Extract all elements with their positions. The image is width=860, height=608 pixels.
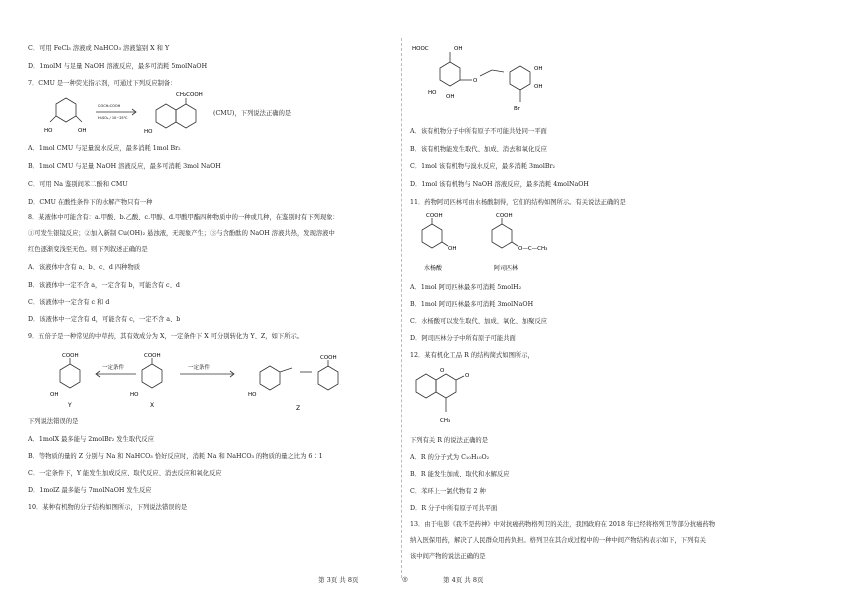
q11-stem: 11．药物阿司匹林可由水杨酸制得，它们的结构如图所示。有关说法正确的是 bbox=[410, 199, 626, 206]
z-ho-label: HO bbox=[248, 392, 257, 398]
q8-stem-2: ①可发生银镜反应；②加入新制 Cu(OH)₂ 悬浊液，无现象产生；③与含酚酞的 NaOH 溶液共热，发现溶液中 bbox=[28, 230, 335, 237]
q10-oh-label-1: OH bbox=[454, 46, 463, 52]
q10-oh-label-2: OH bbox=[446, 94, 455, 100]
cmu-reaction-figure bbox=[36, 90, 236, 136]
q6-option-d: D．1molM 与足量 NaOH 溶液反应，最多可消耗 5molNaOH bbox=[28, 63, 208, 70]
resorcinol-ho-label: HO bbox=[44, 128, 53, 134]
q10-ester-o: O bbox=[473, 78, 478, 84]
q10-oh-label-3: OH bbox=[534, 66, 543, 72]
q7-option-a: A．1mol CMU 与足量溴水反应，最多消耗 1mol Br₂ bbox=[28, 145, 181, 152]
q8-stem-3: 红色逐渐变浅至无色。则下列叙述正确的是 bbox=[28, 246, 148, 253]
salicylic-acid-label: 水杨酸 bbox=[424, 265, 443, 272]
q9-structures-figure bbox=[30, 350, 370, 412]
reaction-condition-2: H₂SO₄ / 10~25℃ bbox=[98, 116, 128, 120]
ring-o-label: O bbox=[440, 368, 445, 374]
q13-stem-2: 纳入医保用药，解决了人民群众用药负担。格列卫在其合成过程中的一种中间产物结构表示如下，下列有关 bbox=[410, 537, 706, 544]
q9-stem: 9．五倍子是一种常见的中草药，其有效成分为 X，一定条件下 X 可分别转化为 Y、Z，如下所示。 bbox=[28, 333, 304, 340]
q10-stem: 10．某种有机物的分子结构如图所示，下列说法错误的是 bbox=[28, 504, 188, 511]
q8-option-d: D．该液体中一定含有 d，可能含有 c，一定不含 a、b bbox=[28, 316, 181, 323]
z-cooh-label: COOH bbox=[320, 355, 337, 361]
q9-question: 下列说法错误的是 bbox=[28, 418, 79, 425]
x-cooh-label: COOH bbox=[144, 353, 161, 359]
q9-option-d: D．1molZ 最多能与 7molNaOH 发生反应 bbox=[28, 487, 152, 494]
q10-option-c: C．1mol 该有机物与溴水反应，最多消耗 3molBr₂ bbox=[410, 163, 556, 170]
label-x: X bbox=[150, 402, 155, 409]
aspirin-ester-label: O—C—CH₃ bbox=[518, 246, 548, 252]
q10-option-b: B．该有机物能发生取代、加成、消去和氧化反应 bbox=[410, 146, 547, 153]
q7-stem: 7．CMU 是一种荧光指示剂，可通过下列反应制备： bbox=[28, 80, 177, 87]
q11-structures-figure bbox=[410, 210, 560, 276]
q12-question: 下列有关 R 的说法正确的是 bbox=[410, 437, 489, 444]
resorcinol-oh-label: OH bbox=[78, 128, 87, 134]
q10-option-d: D．1mol 该有机物与 NaOH 溶液反应，最多消耗 4molNaOH bbox=[410, 181, 589, 188]
q6-option-c: C．可用 FeCl₃ 溶液或 NaHCO₃ 溶液鉴别 X 和 Y bbox=[28, 45, 170, 52]
q8-option-a: A．该液体中含有 a、b、c、d 四种物质 bbox=[28, 264, 141, 271]
q13-stem-3: 该中间产物的说法正确的是 bbox=[410, 553, 486, 560]
hooc-label: HOOC bbox=[412, 46, 429, 52]
page-number-left: 第 3页 共 8页 bbox=[318, 576, 359, 584]
y-oh-label: OH bbox=[50, 392, 59, 398]
q11-option-b: B．1mol 阿司匹林最多可消耗 3molNaOH bbox=[410, 301, 534, 308]
q12-stem: 12．某有机化工品 R 的结构简式如图所示， bbox=[410, 352, 534, 359]
condition-label-2: 一定条件 bbox=[188, 365, 211, 371]
label-z: Z bbox=[296, 405, 301, 412]
q12-option-a: A．R 的分子式为 C₁₀H₁₀O₂ bbox=[410, 454, 490, 461]
q7-option-d: D．CMU 在酸性条件下的水解产物只有一种 bbox=[28, 199, 153, 206]
q9-option-b: B．等物质的量的 Z 分别与 Na 和 NaHCO₃ 恰好反应时，消耗 Na 和 NaHCO₃ 的物质的量之比为 6∶1 bbox=[28, 453, 323, 460]
q10-option-a: A．该有机物分子中所有原子不可能共处同一平面 bbox=[410, 128, 547, 135]
q10-oh-label-4: OH bbox=[534, 84, 543, 90]
q10-ho-label: HO bbox=[428, 90, 437, 96]
page-number-right: 第 4页 共 8页 bbox=[443, 576, 484, 584]
q9-option-c: C．一定条件下，Y 能发生加成反应、取代反应、消去反应和氧化反应 bbox=[28, 470, 222, 477]
x-ho-label: HO bbox=[130, 392, 139, 398]
q11-option-a: A．1mol 阿司匹林最多可消耗 5molH₂ bbox=[410, 284, 522, 291]
reaction-condition-1: COCH₂COOH bbox=[98, 104, 121, 108]
salicylic-cooh-label: COOH bbox=[426, 213, 443, 219]
q8-option-b: B．该液体中一定不含 a，一定含有 b，可能含有 c、d bbox=[28, 282, 180, 289]
salicylic-oh-label: OH bbox=[448, 246, 457, 252]
q12-option-b: B．R 能发生加成、取代和水解反应 bbox=[410, 471, 510, 478]
cmu-substituent-label: CH₂COOH bbox=[176, 92, 203, 98]
q10-structure-figure bbox=[410, 40, 610, 120]
condition-label-1: 一定条件 bbox=[102, 365, 125, 371]
q9-option-a: A．1molX 最多能与 2molBr₂ 发生取代反应 bbox=[28, 436, 155, 443]
q8-option-c: C．该液体中一定含有 c 和 d bbox=[28, 299, 110, 306]
aspirin-cooh-label: COOH bbox=[496, 213, 513, 219]
binding-mark: ◎ bbox=[402, 575, 408, 583]
column-divider bbox=[401, 38, 402, 578]
methyl-label: CH₃ bbox=[440, 418, 451, 424]
q11-option-d: D．阿司匹林分子中所有原子可能共面 bbox=[410, 335, 516, 342]
cmu-ho-label: HO bbox=[144, 129, 153, 135]
label-y: Y bbox=[68, 402, 72, 409]
q8-stem: 8．某液体中可能含有：a.甲酸、b.乙酸、c.甲醇、d.甲酸甲酯四种物质中的一种或几种，在鉴别时有下列现象： bbox=[28, 214, 339, 221]
q10-br-label: Br bbox=[514, 106, 521, 112]
q7-stem-tail: (CMU)，下列说法正确的是 bbox=[213, 110, 292, 117]
q12-structure-figure bbox=[410, 364, 500, 432]
q12-option-d: D．R 分子中所有原子可共平面 bbox=[410, 505, 498, 512]
q7-option-b: B．1mol CMU 与足量 NaOH 溶液反应，最多可消耗 3mol NaOH bbox=[28, 163, 221, 170]
aspirin-label: 阿司匹林 bbox=[494, 265, 519, 272]
carbonyl-o-label: O bbox=[465, 373, 470, 379]
q13-stem: 13．由于电影《我不是药神》中对抗癌药物格列卫的关注，我国政府在 2018 年已经将格列卫等部分抗癌药物 bbox=[410, 521, 716, 528]
y-cooh-label: COOH bbox=[62, 353, 79, 359]
q12-option-c: C．苯环上一氯代物有 2 种 bbox=[410, 488, 486, 495]
q11-option-c: C．水杨酸可以发生取代、加成、氧化、加聚反应 bbox=[410, 318, 548, 325]
q7-option-c: C．可用 Na 鉴别间苯二酚和 CMU bbox=[28, 181, 128, 188]
